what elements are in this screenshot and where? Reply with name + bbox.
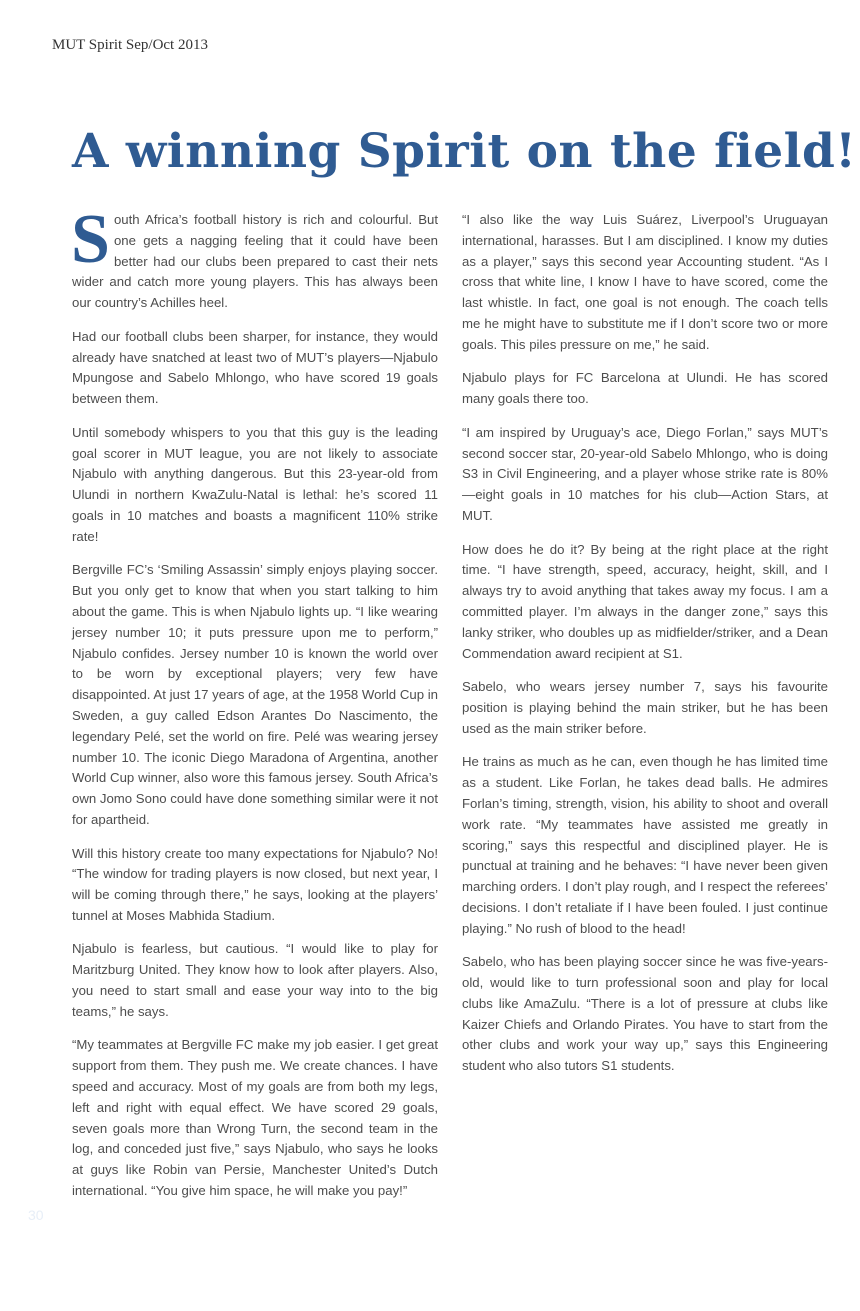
article-paragraph: Bergville FC’s ‘Smiling Assassin’ simply enjoys playing soccer. But you only get to know that when you start talking to him about the game. This is when Njabulo lights up. “I like wearing jersey number 10; it puts pressure upon me to perform,” Njabulo confides. Jersey number 10 is known the world over to be worn by exceptional players; very few have disappointed. At just 17 years of age, at the 1958 World Cup in Sweden, a guy called Edson Arantes Do Nascimento, the legendary Pelé, set the world on fire. Pelé was wearing jersey number 10. The iconic Diego Maradona of Argentina, another World Cup winner, also wore this famous jersey. South Africa’s own Jomo Sono could have done something similar were it not for apartheid. <box>72 562 438 827</box>
article-paragraph: Njabulo plays for FC Barcelona at Ulundi. He has scored many goals there too. <box>462 370 828 407</box>
article-title: A winning Spirit on the field! <box>72 124 857 179</box>
page-number: 30 <box>28 1207 44 1223</box>
article-paragraph: “I am inspired by Uruguay’s ace, Diego Forlan,” says MUT’s second soccer star, 20-year-old Sabelo Mhlongo, who is doing S3 in Civil Engineering, and a player whose strike rate is 80% —eight goals in 10 matches for his club—Action Stars, at MUT. <box>462 424 828 523</box>
article-paragraph: Sabelo, who wears jersey number 7, says his favourite position is playing behind the main striker, but he has been used as the main striker before. <box>462 679 828 736</box>
article-paragraph: Will this history create too many expectations for Njabulo? No! “The window for trading players is now closed, but next year, I will be coming through there,” he says, looking at the players’ tunnel at Moses Mabhida Stadium. <box>72 845 438 923</box>
paragraph-text: outh Africa’s football history is rich and colourful. But one gets a nagging feeling that it could have been better had our clubs been prepared to cast their nets wider and catch more young players. This has always been our country’s Achilles heel. <box>72 212 438 311</box>
article-paragraph: Sabelo, who has been playing soccer since he was five-years-old, would like to turn professional soon and play for local clubs like AmaZulu. “There is a lot of pressure at clubs like Kaizer Chiefs and Orlando Pirates. You have to start from the other clubs and work your way up,” says this Engineering student who also tutors S1 students. <box>462 954 828 1074</box>
article-paragraph: He trains as much as he can, even though he has limited time as a student. Like Forlan, he takes dead balls. He admires Forlan’s timing, strength, vision, his ability to shoot and overall work rate. “My teammates have assisted me greatly in scoring,” says this respectful and disciplined player. He is punctual at training and he behaves: “I have never been given marching orders. I don’t play rough, and I respect the referees’ decisions. I don’t retaliate if I have been fouled. I just continue playing.” No rush of blood to the head! <box>462 754 828 936</box>
drop-cap: S <box>71 201 110 278</box>
article-paragraph: “My teammates at Bergville FC make my job easier. I get great support from them. They push me. We create chances. I have speed and accuracy. Most of my goals are from both my legs, left and right with equal effect. We have scored 29 goals, seven goals more than Wrong Turn, the second team in the log, and conceded just five,” says Njabulo, who says he looks at guys like Robin van Persie, Manchester United’s Dutch international. “You give him space, he will make you pay!” <box>72 1037 438 1199</box>
article-paragraph: Njabulo is fearless, but cautious. “I would like to play for Maritzburg United. They know how to look after players. Also, you need to start small and ease your way into to the big teams,” he says. <box>72 941 438 1019</box>
issue-header: MUT Spirit Sep/Oct 2013 <box>52 37 208 53</box>
article-paragraph: “I also like the way Luis Suárez, Liverpool’s Uruguayan international, harasses. But I am disciplined. I know my duties as a player,” says this second year Accounting student. “As I cross that white line, I know I have to have scored, come the last whistle. In fact, one goal is not enough. The coach tells me he might have to substitute me if I don’t score two or more goals. This piles pressure on me,” he said. <box>462 212 828 352</box>
article-left-column <box>71 201 438 1215</box>
article-paragraph: How does he do it? By being at the right place at the right time. “I have strength, speed, accuracy, height, skill, and I always try to avoid anything that takes away my focus. I am a committed player. I’m always in the danger zone,” says this lanky striker, who doubles up as midfielder/striker, and a Dean Commendation award recipient at S1. <box>462 541 828 661</box>
article-right-column <box>462 210 828 1090</box>
article-paragraph <box>71 201 438 314</box>
article-paragraph: Until somebody whispers to you that this guy is the leading goal scorer in MUT league, you are not likely to associate Njabulo with anything dangerous. But this 23-year-old from Ulundi in northern KwaZulu-Natal is lethal: he’s scored 11 goals in 10 matches and boasts a magnificent 110% strike rate! <box>72 424 438 544</box>
article-paragraph: Had our football clubs been sharper, for instance, they would already have snatched at least two of MUT’s players—Njabulo Mpungose and Sabelo Mhlongo, who have scored 19 goals between them. <box>72 328 438 407</box>
